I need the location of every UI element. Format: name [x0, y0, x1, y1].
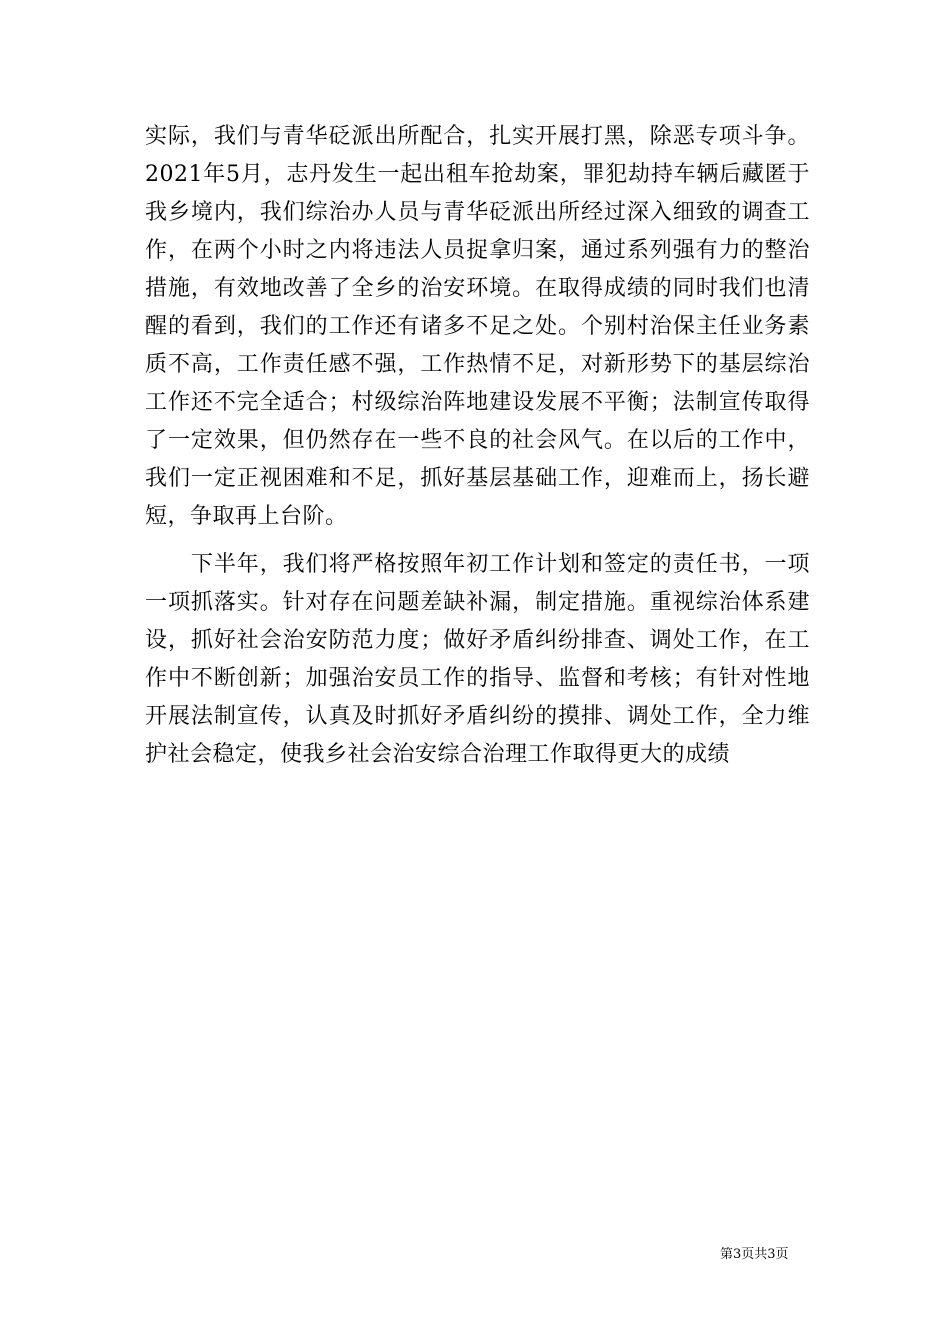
text-line: 措施，有效地改善了全乡的治安环境。在取得成绩的同时我们也清: [145, 276, 810, 301]
text-line: 2021年5月，志丹发生一起出租车抢劫案，罪犯劫持车辆后藏匿于: [145, 162, 810, 187]
document-body: [145, 118, 810, 774]
text-line: 我乡境内，我们综治办人员与青华砭派出所经过深入细致的调查工: [145, 200, 810, 225]
page-number-footer: 第3页共3页: [720, 1247, 789, 1262]
text-line: 开展法制宣传，认真及时抓好矛盾纠纷的摸排、调处工作，全力维: [145, 704, 810, 729]
paragraph-2: [145, 546, 810, 774]
text-line: 护社会稳定，使我乡社会治安综合治理工作取得更大的成绩: [145, 742, 731, 767]
text-line: 了一定效果，但仍然存在一些不良的社会风气。在以后的工作中，: [145, 428, 810, 453]
text-line: 短，争取再上台阶。: [145, 504, 348, 529]
text-line: 设，抓好社会治安防范力度；做好矛盾纠纷排查、调处工作，在工: [145, 628, 810, 653]
text-line: 醒的看到，我们的工作还有诸多不足之处。个别村治保主任业务素: [145, 314, 810, 339]
text-line: 实际，我们与青华砭派出所配合，扎实开展打黑，除恶专项斗争。: [145, 124, 810, 149]
text-line: 下半年，我们将严格按照年初工作计划和签定的责任书，一项: [145, 552, 810, 577]
text-line: 工作还不完全适合；村级综治阵地建设发展不平衡；法制宣传取得: [145, 390, 810, 415]
text-line: 我们一定正视困难和不足，抓好基层基础工作，迎难而上，扬长避: [145, 466, 810, 491]
text-line: 一项抓落实。针对存在问题差缺补漏，制定措施。重视综治体系建: [145, 590, 810, 615]
text-line: 作，在两个小时之内将违法人员捉拿归案，通过系列强有力的整治: [145, 238, 810, 263]
paragraph-1: [145, 118, 810, 536]
text-line: 作中不断创新；加强治安员工作的指导、监督和考核；有针对性地: [145, 666, 810, 691]
text-line: 质不高，工作责任感不强，工作热情不足，对新形势下的基层综治: [145, 352, 810, 377]
paragraph-spacer: [145, 536, 810, 546]
